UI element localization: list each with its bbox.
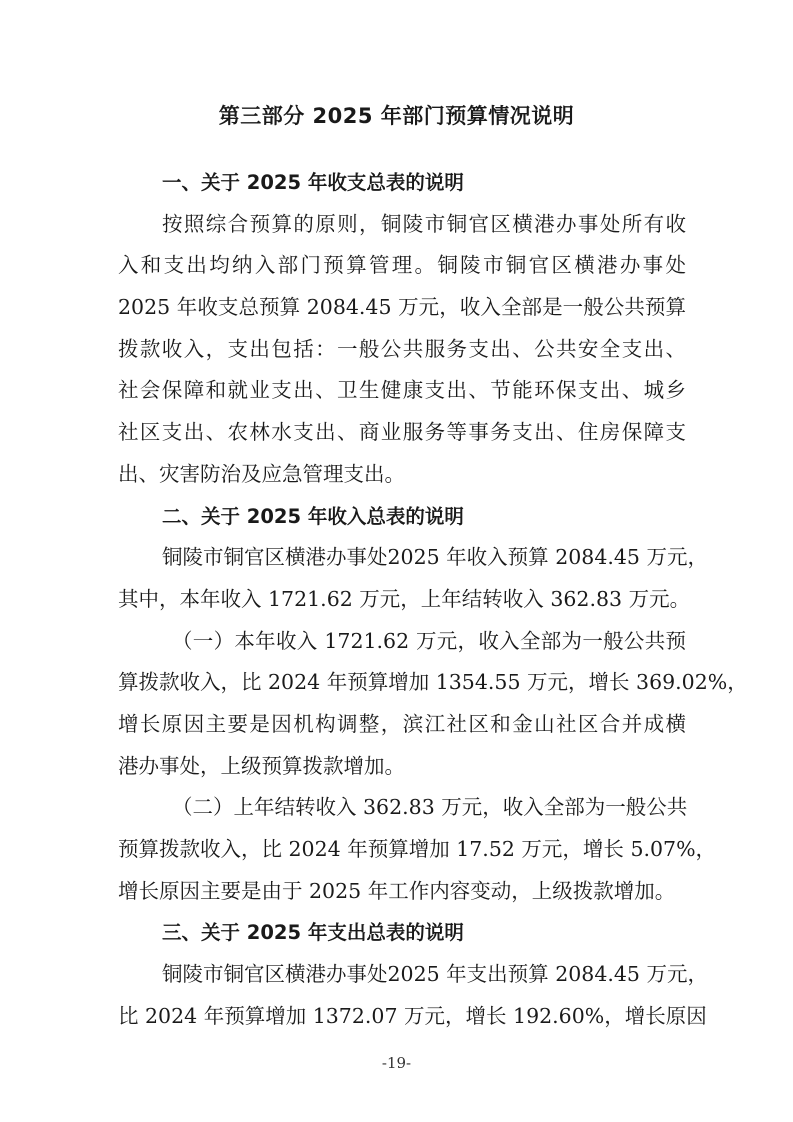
paragraph-line: 比 2024 年预算增加 1372.07 万元，增长 192.60%，增长原因 — [118, 1003, 707, 1028]
document-body — [118, 162, 748, 1037]
paragraph-line: 社会保障和就业支出、卫生健康支出、节能环保支出、城乡 — [118, 378, 686, 403]
paragraph-last-line: 增长原因主要是由于 2025 年工作内容变动，上级拨款增加。 — [118, 878, 676, 903]
paragraph-first-line: 按照综合预算的原则，铜陵市铜官区横港办事处所有收 — [162, 211, 686, 236]
subparagraph-first-line: （一）本年收入 1721.62 万元，收入全部为一般公共预 — [172, 628, 686, 653]
section-heading: 三、关于 2025 年支出总表的说明 — [162, 921, 464, 945]
page-number: -19- — [381, 1054, 412, 1072]
subparagraph-first-line: （二）上年结转收入 362.83 万元，收入全部为一般公共 — [172, 795, 688, 820]
paragraph-line: 入和支出均纳入部门预算管理。铜陵市铜官区横港办事处 — [118, 253, 686, 278]
paragraph-line: 2025 年收支总预算 2084.45 万元，收入全部是一般公共预算 — [118, 295, 686, 320]
paragraph-line: 社区支出、农林水支出、商业服务等事务支出、住房保障支 — [118, 420, 686, 445]
paragraph-line: 拨款收入，支出包括：一般公共服务支出、公共安全支出、 — [118, 336, 686, 361]
section-heading: 二、关于 2025 年收入总表的说明 — [162, 504, 464, 528]
paragraph-line: 算拨款收入，比 2024 年预算增加 1354.55 万元，增长 369.02%， — [118, 670, 748, 695]
section-heading: 一、关于 2025 年收支总表的说明 — [162, 171, 464, 194]
paragraph-line: 增长原因主要是因机构调整，滨江社区和金山社区合并成横 — [118, 711, 686, 736]
paragraph-first-line: 铜陵市铜官区横港办事处2025 年支出预算 2084.45 万元， — [162, 962, 708, 987]
paragraph-first-line: 铜陵市铜官区横港办事处2025 年收入预算 2084.45 万元， — [162, 545, 708, 570]
paragraph-last-line: 港办事处，上级预算拨款增加。 — [118, 753, 405, 778]
paragraph-last-line: 其中，本年收入 1721.62 万元，上年结转收入 362.83 万元。 — [118, 586, 691, 611]
paragraph-line: 预算拨款收入，比 2024 年预算增加 17.52 万元，增长 5.07%， — [118, 837, 717, 861]
page-title: 第三部分 2025 年部门预算情况说明 — [218, 104, 575, 128]
paragraph-last-line: 出、灾害防治及应急管理支出。 — [118, 461, 405, 486]
